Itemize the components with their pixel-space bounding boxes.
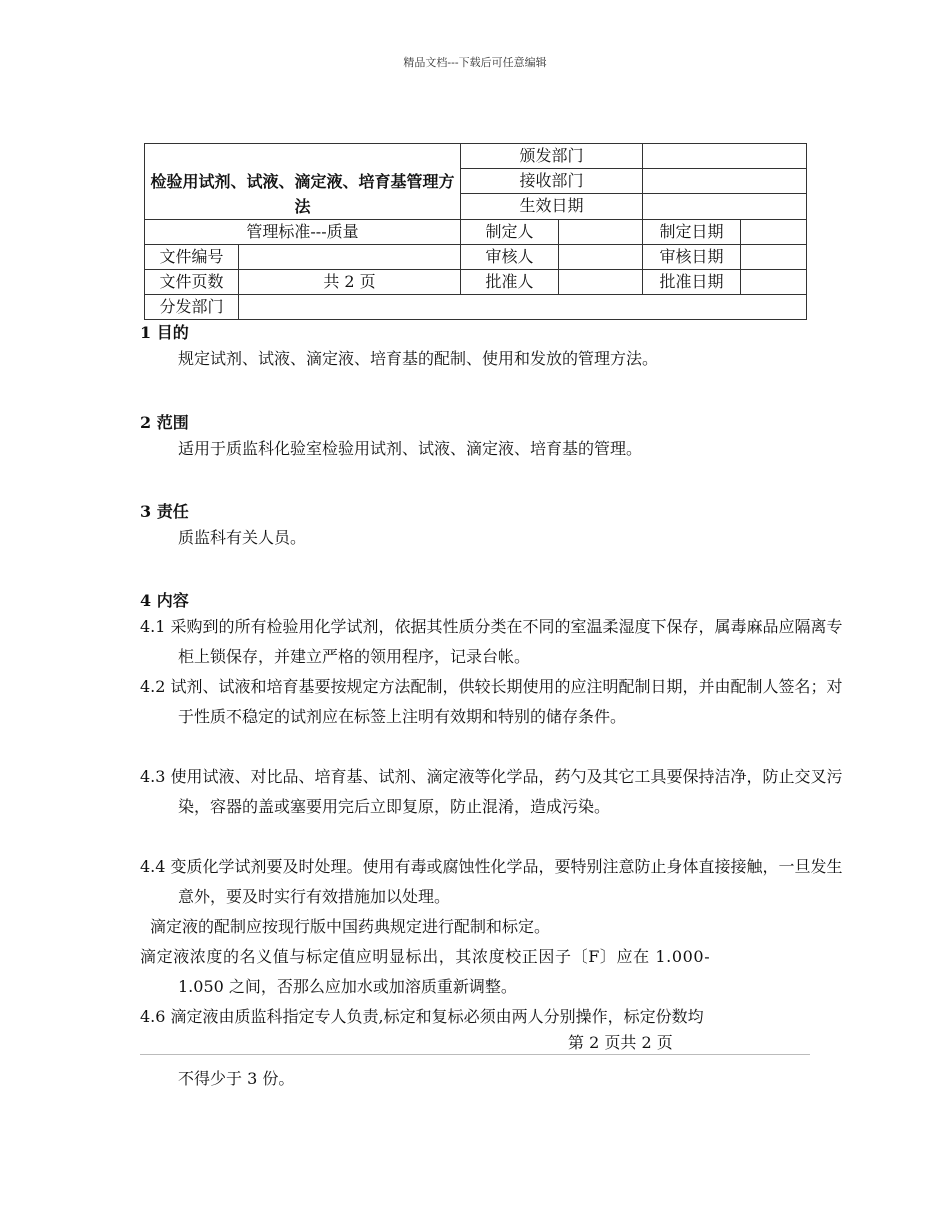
item-4-7-continuation: 不得少于 3 份。 [178, 1069, 295, 1088]
dist-dept-label: 分发部门 [145, 294, 239, 319]
review-date-value [741, 244, 807, 269]
issue-dept-value [643, 144, 807, 169]
page-number: 第 2 页共 2 页 [568, 1033, 673, 1052]
section-2-title: 2 范围 [140, 413, 189, 432]
effective-date-value [643, 194, 807, 219]
dist-dept-value [239, 294, 807, 319]
section-3-title: 3 责任 [140, 502, 189, 521]
doc-no-value [239, 244, 461, 269]
section-1-title: 1 目的 [140, 323, 189, 342]
section-2-text: 适用于质监科化验室检验用试剂、试液、滴定液、培育基的管理。 [178, 439, 643, 458]
item-4-1: 4.1 采购到的所有检验用化学试剂，依据其性质分类在不同的室温柔湿度下保存，属毒麻品应隔离专柜上锁保存，并建立严格的领用程序，记录台帐。 [140, 617, 843, 666]
item-4-2: 4.2 试剂、试液和培育基要按规定方法配制，供较长期使用的应注明配制日期，并由配制人签名；对于性质不稳定的试剂应在标签上注明有效期和特别的储存条件。 [140, 677, 843, 726]
approver-value [559, 269, 643, 294]
receive-dept-label: 接收部门 [461, 169, 643, 194]
reviewer-value [559, 244, 643, 269]
section-4-title: 4 内容 [140, 591, 189, 610]
item-4-6-line2: 1.050 之间，否那么应加水或加溶质重新调整。 [178, 977, 517, 996]
make-date-label: 制定日期 [643, 219, 741, 244]
approve-date-label: 批准日期 [643, 269, 741, 294]
footer-divider [140, 1054, 810, 1055]
doc-pages-value: 共 2 页 [239, 269, 461, 294]
reviewer-label: 审核人 [461, 244, 559, 269]
item-4-5: 滴定液的配制应按现行版中国药典规定进行配制和标定。 [150, 917, 551, 936]
standard-type: 管理标准---质量 [145, 219, 461, 244]
maker-value [559, 219, 643, 244]
receive-dept-value [643, 169, 807, 194]
effective-date-label: 生效日期 [461, 194, 643, 219]
item-4-7: 4.6 滴定液由质监科指定专人负责,标定和复标必须由两人分别操作，标定份数均 [140, 1007, 704, 1026]
make-date-value [741, 219, 807, 244]
document-title: 检验用试剂、试液、滴定液、培育基管理方法 [145, 169, 461, 220]
item-4-3: 4.3 使用试液、对比品、培育基、试剂、滴定液等化学品，药勺及其它工具要保持洁净，防止交叉污染，容器的盖或塞要用完后立即复原，防止混淆，造成污染。 [140, 767, 843, 816]
maker-label: 制定人 [461, 219, 559, 244]
review-date-label: 审核日期 [643, 244, 741, 269]
item-4-6-line1: 滴定液浓度的名义值与标定值应明显标出，其浓度校正因子〔F〕应在 1.000- [140, 947, 711, 966]
document-info-table [144, 143, 807, 320]
issue-dept-label: 颁发部门 [461, 144, 643, 169]
doc-no-label: 文件编号 [145, 244, 239, 269]
section-1-text: 规定试剂、试液、滴定液、培育基的配制、使用和发放的管理方法。 [178, 349, 659, 368]
section-3-text: 质监科有关人员。 [178, 528, 307, 547]
header-note: 精品文档---下载后可任意编辑 [403, 56, 547, 69]
approver-label: 批准人 [461, 269, 559, 294]
approve-date-value [741, 269, 807, 294]
doc-pages-label: 文件页数 [145, 269, 239, 294]
item-4-4: 4.4 变质化学试剂要及时处理。使用有毒或腐蚀性化学品，要特别注意防止身体直接接触，一旦发生意外，要及时实行有效措施加以处理。 [140, 857, 843, 906]
